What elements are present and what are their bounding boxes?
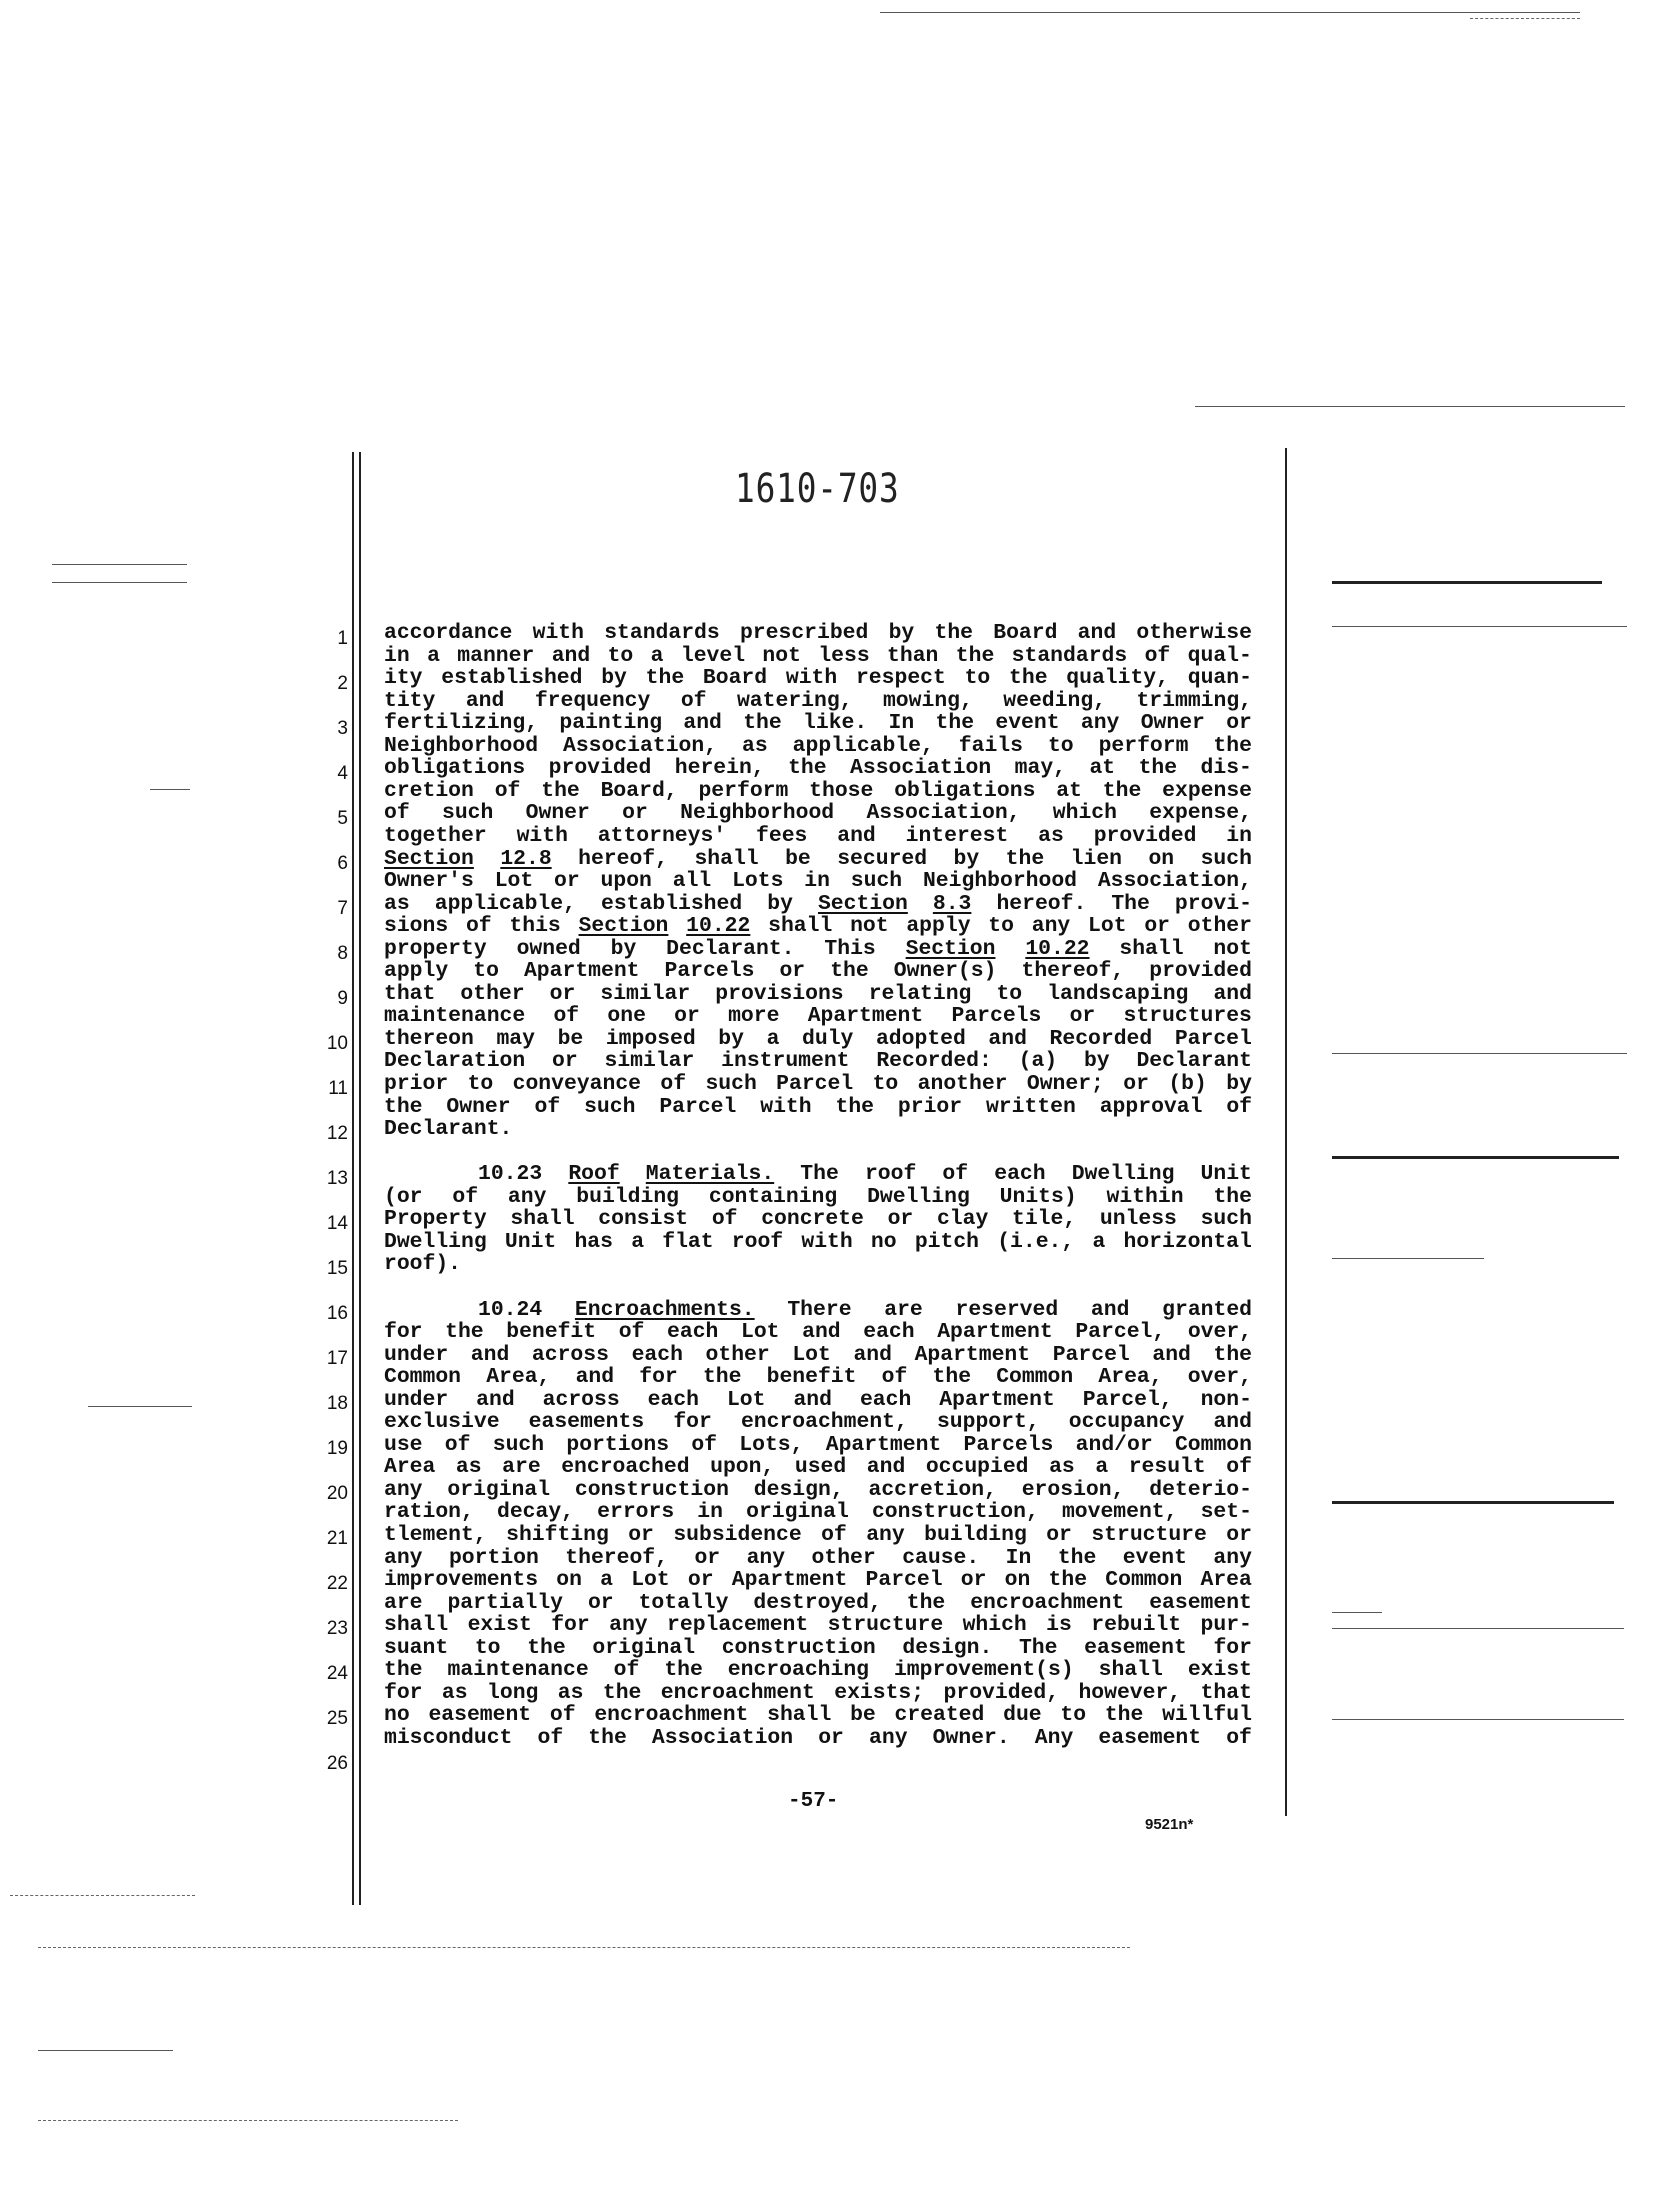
body-text-line: thereon may be imposed by a duly adopted and Recorded Parcel [384,1026,1252,1051]
body-text-line: Neighborhood Association, as applicable, fails to perform the [384,733,1252,758]
scan-artifact-rule [1332,626,1627,627]
line-number: 11 [328,1078,348,1099]
left-margin-bar [359,452,361,1905]
scan-artifact-rule [1195,406,1625,407]
scan-artifact-rule [1332,1501,1614,1504]
body-text-line: any portion thereof, or any other cause. In the event any [384,1545,1252,1570]
body-text-line: Area as are encroached upon, used and occupied as a result of [384,1455,1252,1480]
line-number: 12 [326,1123,348,1144]
body-text-line: that other or similar provisions relating to landscaping and [384,981,1252,1006]
body-text-line: sions of this Section 10.22 shall not apply to any Lot or other [384,914,1252,939]
body-text-line: the Owner of such Parcel with the prior written approval of [384,1094,1252,1119]
body-text-line: shall exist for any replacement structure which is rebuilt pur- [384,1613,1252,1638]
scan-artifact-rule [38,2050,173,2051]
body-text-line: ration, decay, errors in original construction, movement, set- [384,1500,1252,1525]
body-text-line: Section 12.8 hereof, shall be secured by the lien on such [384,846,1252,871]
line-number: 4 [337,763,348,784]
line-number: 13 [326,1168,348,1189]
line-number: 23 [326,1618,348,1639]
scan-artifact-rule [88,1406,192,1407]
line-number: 8 [337,943,348,964]
body-text-line: tity and frequency of watering, mowing, weeding, trimming, [384,688,1252,713]
body-text-line: Declarant. [384,1117,513,1142]
scan-artifact-rule [1332,1628,1624,1629]
body-text-line: ity established by the Board with respect to the quality, quan- [384,666,1252,691]
line-number: 14 [326,1213,348,1234]
body-text-line: suant to the original construction design. The easement for [384,1635,1252,1660]
scan-artifact-rule [1332,1258,1484,1259]
body-text-line: for as long as the encroachment exists; provided, however, that [384,1680,1252,1705]
body-text-line: Owner's Lot or upon all Lots in such Neighborhood Association, [384,869,1252,894]
line-number: 5 [337,808,348,829]
body-text-line: any original construction design, accretion, erosion, deterio- [384,1477,1252,1502]
body-text-line: tlement, shifting or subsidence of any building or structure or [384,1523,1252,1547]
body-text-line: as applicable, established by Section 8.3 hereof. The provi- [384,891,1252,916]
line-number: 2 [337,673,348,694]
body-text-line: Property shall consist of concrete or clay tile, unless such [384,1207,1252,1232]
left-margin-bar [352,452,354,1905]
body-text-line: exclusive easements for encroachment, support, occupancy and [384,1410,1252,1435]
right-margin-bar [1285,448,1287,1816]
body-text-line: in a manner and to a level not less than the standards of qual- [384,643,1252,668]
page-number: -57- [788,1790,839,1813]
body-text-line: maintenance of one or more Apartment Parcels or structures [384,1004,1252,1029]
body-text-line: under and across each other Lot and Apartment Parcel and the [384,1342,1252,1367]
body-text-line: Common Area, and for the benefit of the Common Area, over, [384,1365,1252,1390]
body-text-line: accordance with standards prescribed by the Board and otherwise [384,621,1252,645]
scan-artifact-rule [1332,581,1602,584]
scan-artifact-rule [880,12,1580,13]
line-number: 16 [326,1303,348,1324]
scan-artifact-rule [38,1947,1130,1948]
line-number: 10 [326,1033,348,1054]
body-text-line: 10.24 Encroachments. There are reserved and granted [478,1297,1252,1322]
scan-artifact-rule [1470,18,1580,19]
line-number: 3 [337,718,348,739]
scan-artifact-rule [1332,1053,1627,1054]
scan-artifact-rule [52,564,187,565]
line-number: 19 [326,1438,348,1459]
body-text-line: under and across each Lot and each Apartment Parcel, non- [384,1387,1252,1412]
body-text-line: improvements on a Lot or Apartment Parcel or on the Common Area [384,1568,1252,1593]
scan-artifact-rule [1332,1719,1624,1720]
body-text-line: 10.23 Roof Materials. The roof of each Dwelling Unit [478,1162,1252,1187]
line-number: 6 [337,853,348,874]
body-text-line: apply to Apartment Parcels or the Owner(s) thereof, provided [384,959,1252,984]
line-number: 18 [326,1393,348,1414]
body-text-line: for the benefit of each Lot and each Apartment Parcel, over, [384,1320,1252,1345]
body-text-line: the maintenance of the encroaching improvement(s) shall exist [384,1658,1252,1683]
body-text-line: no easement of encroachment shall be created due to the willful [384,1703,1252,1728]
line-number: 24 [326,1663,348,1684]
body-text-line: together with attorneys' fees and interest as provided in [384,823,1252,848]
body-text-line: of such Owner or Neighborhood Association, which expense, [384,801,1252,826]
line-number: 26 [326,1753,348,1774]
body-text-line: obligations provided herein, the Association may, at the dis- [384,756,1252,781]
body-text-line: use of such portions of Lots, Apartment Parcels and/or Common [384,1432,1252,1457]
line-number: 22 [326,1573,348,1594]
body-text-line: (or of any building containing Dwelling Units) within the [384,1184,1252,1209]
body-text-line: roof). [384,1252,462,1277]
body-text-line: Dwelling Unit has a flat roof with no pitch (i.e., a horizontal [384,1229,1252,1254]
document-code: 9521n* [1145,1816,1194,1833]
body-text-line: are partially or totally destroyed, the encroachment easement [384,1590,1252,1615]
line-number: 1 [337,628,348,649]
scan-artifact-rule [38,2120,458,2121]
line-number: 21 [326,1528,348,1549]
line-number: 7 [337,898,348,919]
recording-number: 1610-703 [735,466,900,512]
line-number: 9 [337,988,348,1009]
scan-artifact-rule [150,789,190,790]
body-text-line: Declaration or similar instrument Recorded: (a) by Declarant [384,1049,1252,1074]
body-text-line: cretion of the Board, perform those obligations at the expense [384,778,1252,803]
body-text-line: misconduct of the Association or any Owner. Any easement of [384,1725,1252,1750]
line-number: 25 [326,1708,348,1729]
line-number: 17 [326,1348,348,1369]
scan-artifact-rule [10,1895,195,1896]
scan-artifact-rule [1332,1156,1619,1159]
body-text-line: prior to conveyance of such Parcel to another Owner; or (b) by [384,1072,1252,1096]
line-number: 15 [326,1258,348,1279]
scan-artifact-rule [52,582,187,583]
body-text-line: fertilizing, painting and the like. In the event any Owner or [384,711,1252,736]
body-text-line: property owned by Declarant. This Section 10.22 shall not [384,936,1252,961]
line-number: 20 [326,1483,348,1504]
scan-artifact-rule [1332,1612,1382,1613]
